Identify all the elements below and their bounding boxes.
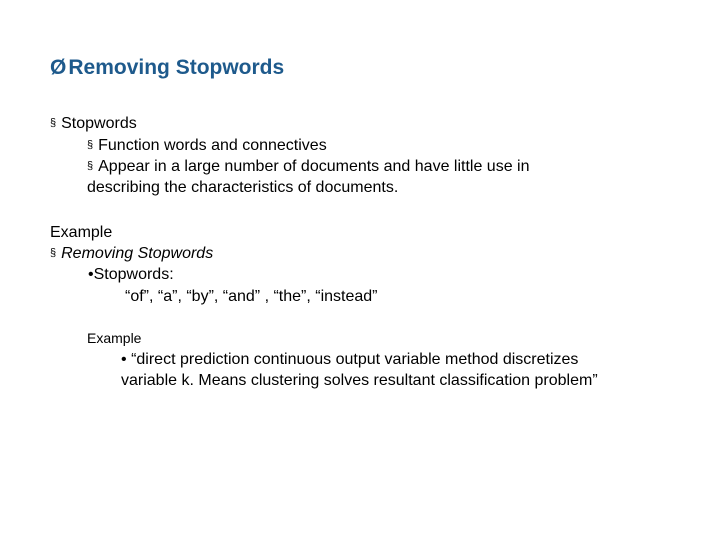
example-sentence-line-1 <box>121 349 578 370</box>
round-bullet-icon: • <box>121 351 127 368</box>
example-sentence-text: “direct prediction continuous output variable method discretizes <box>131 351 579 368</box>
slide-title <box>50 54 284 82</box>
square-bullet-icon: § <box>87 139 94 151</box>
square-bullet-icon: § <box>87 160 94 172</box>
removing-stopwords-bullet <box>50 243 213 266</box>
stopwords-subitem-1 <box>87 135 327 158</box>
square-bullet-icon: § <box>50 247 57 259</box>
square-bullet-icon: § <box>50 117 57 129</box>
stopwords-heading: Stopwords <box>61 115 137 132</box>
stopwords-subitem-2 <box>87 156 530 179</box>
example-label-2: Example <box>87 330 142 346</box>
stopwords-bullet <box>50 113 137 136</box>
stopwords-sub-label: Stopwords <box>93 266 170 283</box>
example-sentence-line-2: variable k. Means clustering solves resultant classification problem” <box>121 372 598 389</box>
stopwords-sub-bullet <box>88 264 174 285</box>
stopwords-subitem-2-continuation: describing the characteristics of documents. <box>87 179 399 196</box>
colon: : <box>169 266 174 283</box>
arrow-bullet-icon: Ø <box>50 56 67 79</box>
example-label: Example <box>50 224 113 241</box>
subitem-text: Appear in a large number of documents and have little use in <box>98 158 530 175</box>
stopwords-list: “of”, “a”, “by”, “and” , “the”, “instead” <box>125 288 378 305</box>
slide-title-text: Removing Stopwords <box>68 56 285 79</box>
subitem-text: Function words and connectives <box>98 137 327 154</box>
removing-stopwords-heading: Removing Stopwords <box>61 245 214 262</box>
round-bullet-icon: • <box>88 266 94 283</box>
